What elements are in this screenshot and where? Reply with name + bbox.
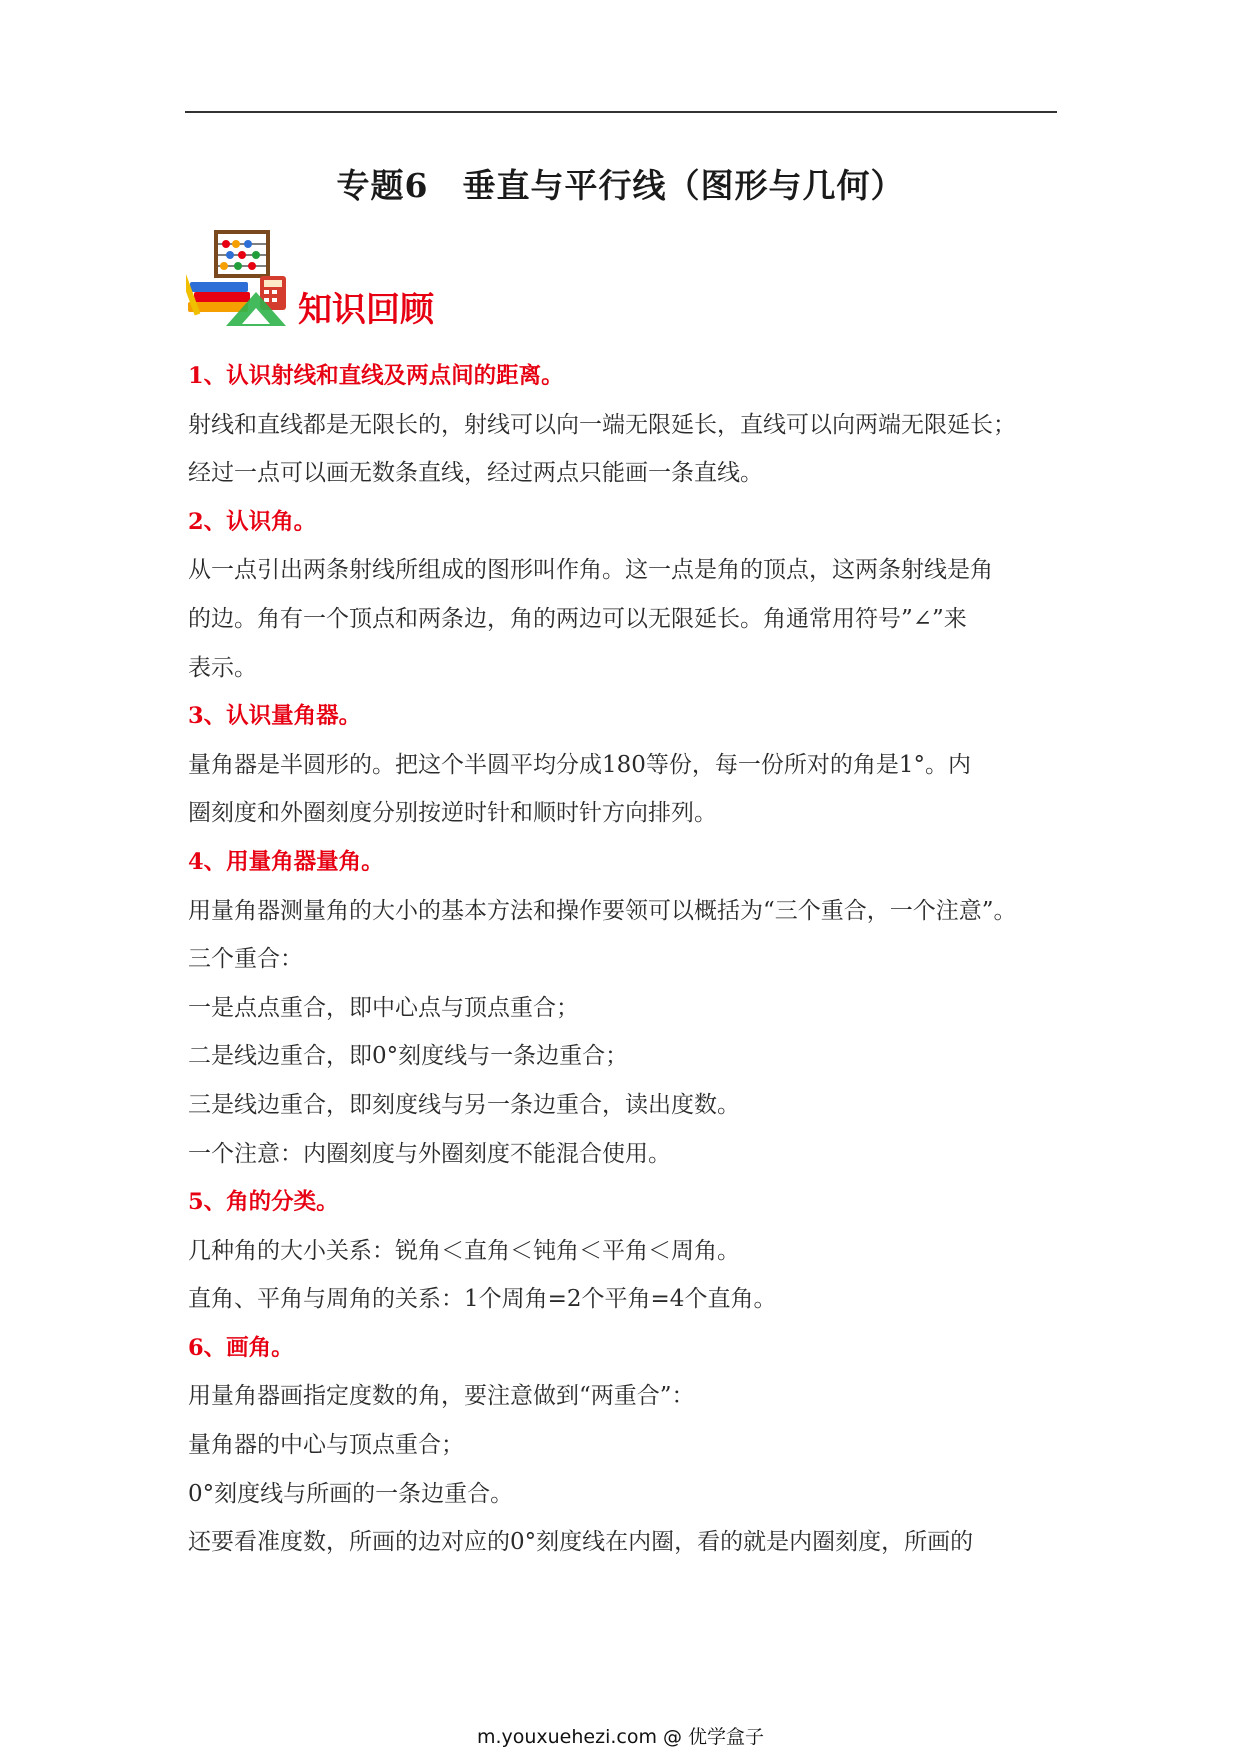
paragraph-line: 二是线边重合，即0°刻度线与一条边重合；: [188, 1043, 629, 1070]
section-heading: 5、角的分类。: [188, 1189, 339, 1216]
footer-watermark: m.youxuehezi.com @ 优学盒子: [476, 1726, 765, 1748]
content-body: [188, 352, 1068, 1567]
paragraph-line: 圈刻度和外圈刻度分别按逆时针和顺时针方向排列。: [188, 800, 717, 827]
section-heading: 6、画角。: [188, 1334, 294, 1361]
paragraph-line: 三是线边重合，即刻度线与另一条边重合，读出度数。: [188, 1091, 740, 1118]
paragraph-line: 从一点引出两条射线所组成的图形叫作角。这一点是角的顶点，这两条射线是角: [188, 557, 993, 584]
banner-label: 知识回顾: [298, 290, 434, 330]
paragraph-line: 直角、平角与周角的关系：1个周角=2个平角=4个直角。: [188, 1286, 777, 1313]
paragraph-line: 量角器是半圆形的。把这个半圆平均分成180等份，每一份所对的角是1°。内: [188, 751, 972, 778]
top-rule: [185, 111, 1057, 113]
paragraph-line: 射线和直线都是无限长的，射线可以向一端无限延长，直线可以向两端无限延长；: [188, 411, 1016, 438]
section-heading: 3、认识量角器。: [188, 703, 362, 730]
paragraph-line: 一个注意：内圈刻度与外圈刻度不能混合使用。: [188, 1140, 671, 1167]
paragraph-line: 的边。角有一个顶点和两条边，角的两边可以无限延长。角通常用符号”∠”来: [188, 605, 967, 632]
paragraph-line: 一是点点重合，即中心点与顶点重合；: [188, 994, 579, 1021]
section-heading: 4、用量角器量角。: [188, 848, 384, 875]
page-title: 专题6 垂直与平行线（图形与几何）: [336, 166, 905, 205]
paragraph-line: 0°刻度线与所画的一条边重合。: [188, 1480, 514, 1507]
paragraph-line: 几种角的大小关系：锐角＜直角＜钝角＜平角＜周角。: [188, 1237, 740, 1264]
paragraph-line: 还要看准度数，所画的边对应的0°刻度线在内圈，看的就是内圈刻度，所画的: [188, 1529, 974, 1556]
section-heading: 2、认识角。: [188, 508, 317, 535]
section-banner: [186, 226, 486, 336]
paragraph-line: 表示。: [188, 654, 257, 681]
paragraph-line: 量角器的中心与顶点重合；: [188, 1432, 464, 1459]
paragraph-line: 三个重合：: [188, 946, 303, 973]
section-heading: 1、认识射线和直线及两点间的距离。: [188, 363, 564, 389]
paragraph-line: 用量角器测量角的大小的基本方法和操作要领可以概括为“三个重合，一个注意”。: [188, 897, 1017, 924]
paragraph-line: 用量角器画指定度数的角，要注意做到“两重合”：: [188, 1383, 695, 1410]
math-tools-icon: [186, 226, 296, 334]
paragraph-line: 经过一点可以画无数条直线，经过两点只能画一条直线。: [188, 460, 763, 487]
